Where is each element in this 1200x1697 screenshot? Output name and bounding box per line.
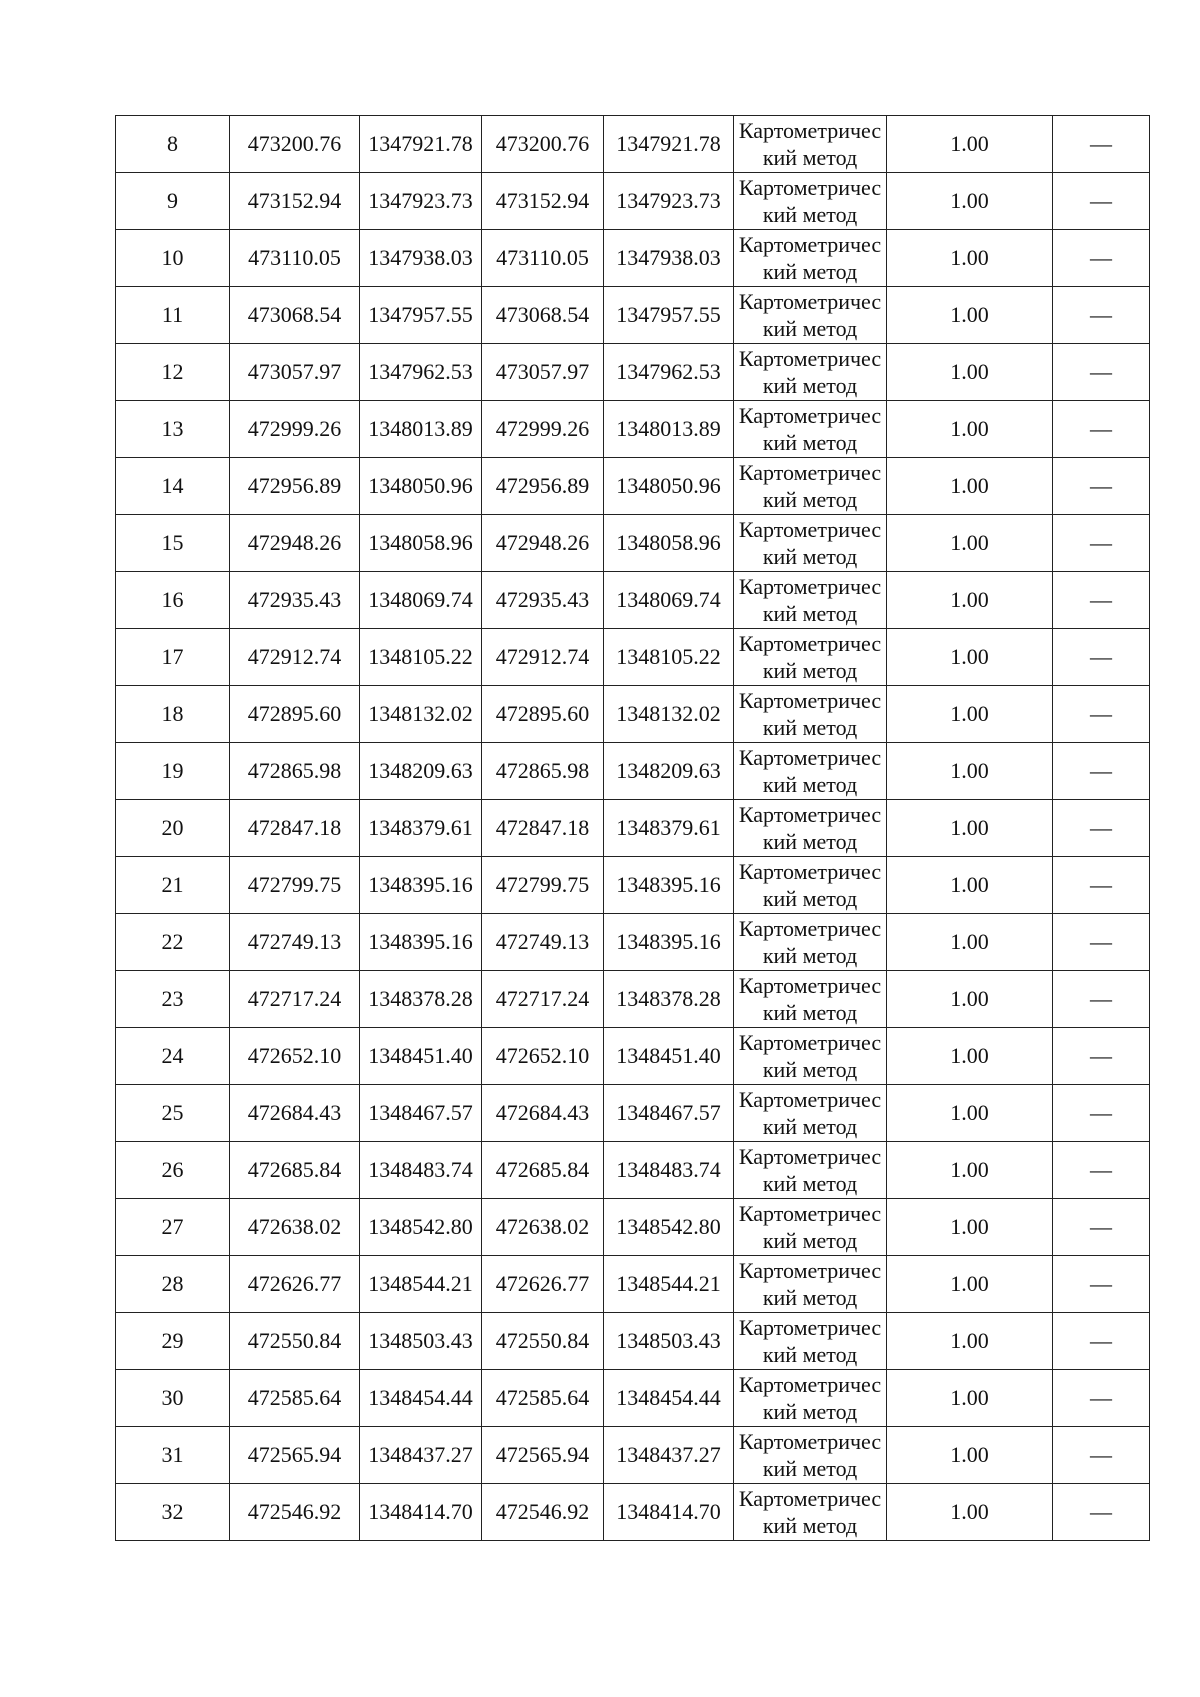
accuracy-cell: 1.00 xyxy=(887,971,1053,1028)
note-cell: — xyxy=(1053,1427,1150,1484)
y-new-cell: 1348467.57 xyxy=(604,1085,734,1142)
x-existing-cell: 472948.26 xyxy=(230,515,360,572)
accuracy-cell: 1.00 xyxy=(887,1256,1053,1313)
accuracy-cell: 1.00 xyxy=(887,1142,1053,1199)
table-row xyxy=(116,743,1150,800)
y-existing-cell: 1348437.27 xyxy=(360,1427,482,1484)
x-new-cell: 472956.89 xyxy=(482,458,604,515)
y-existing-cell: 1348467.57 xyxy=(360,1085,482,1142)
table-row xyxy=(116,173,1150,230)
y-new-cell: 1348544.21 xyxy=(604,1256,734,1313)
point-number-cell: 32 xyxy=(116,1484,230,1541)
x-existing-cell: 472717.24 xyxy=(230,971,360,1028)
note-cell: — xyxy=(1053,230,1150,287)
note-cell: — xyxy=(1053,515,1150,572)
y-existing-cell: 1348542.80 xyxy=(360,1199,482,1256)
y-new-cell: 1348454.44 xyxy=(604,1370,734,1427)
y-existing-cell: 1347938.03 xyxy=(360,230,482,287)
table-row xyxy=(116,1370,1150,1427)
point-number-cell: 12 xyxy=(116,344,230,401)
x-existing-cell: 472895.60 xyxy=(230,686,360,743)
x-existing-cell: 472935.43 xyxy=(230,572,360,629)
x-new-cell: 472652.10 xyxy=(482,1028,604,1085)
note-cell: — xyxy=(1053,800,1150,857)
note-cell: — xyxy=(1053,1199,1150,1256)
accuracy-cell: 1.00 xyxy=(887,1370,1053,1427)
accuracy-cell: 1.00 xyxy=(887,572,1053,629)
accuracy-cell: 1.00 xyxy=(887,230,1053,287)
accuracy-cell: 1.00 xyxy=(887,914,1053,971)
x-new-cell: 472895.60 xyxy=(482,686,604,743)
method-cell: Картометрический метод xyxy=(734,1142,887,1199)
note-cell: — xyxy=(1053,857,1150,914)
x-existing-cell: 473057.97 xyxy=(230,344,360,401)
y-new-cell: 1348503.43 xyxy=(604,1313,734,1370)
note-cell: — xyxy=(1053,1028,1150,1085)
y-new-cell: 1348209.63 xyxy=(604,743,734,800)
note-cell: — xyxy=(1053,743,1150,800)
method-cell: Картометрический метод xyxy=(734,686,887,743)
method-cell: Картометрический метод xyxy=(734,1199,887,1256)
x-existing-cell: 472999.26 xyxy=(230,401,360,458)
y-existing-cell: 1348451.40 xyxy=(360,1028,482,1085)
y-new-cell: 1348069.74 xyxy=(604,572,734,629)
x-new-cell: 472550.84 xyxy=(482,1313,604,1370)
point-number-cell: 28 xyxy=(116,1256,230,1313)
x-existing-cell: 472626.77 xyxy=(230,1256,360,1313)
x-existing-cell: 472565.94 xyxy=(230,1427,360,1484)
method-cell: Картометрический метод xyxy=(734,572,887,629)
note-cell: — xyxy=(1053,971,1150,1028)
point-number-cell: 9 xyxy=(116,173,230,230)
y-new-cell: 1348395.16 xyxy=(604,857,734,914)
point-number-cell: 11 xyxy=(116,287,230,344)
method-cell: Картометрический метод xyxy=(734,857,887,914)
note-cell: — xyxy=(1053,173,1150,230)
table-row xyxy=(116,1085,1150,1142)
x-new-cell: 472865.98 xyxy=(482,743,604,800)
x-new-cell: 472638.02 xyxy=(482,1199,604,1256)
x-new-cell: 472847.18 xyxy=(482,800,604,857)
method-cell: Картометрический метод xyxy=(734,458,887,515)
table-row xyxy=(116,515,1150,572)
y-existing-cell: 1348544.21 xyxy=(360,1256,482,1313)
y-existing-cell: 1348395.16 xyxy=(360,914,482,971)
method-cell: Картометрический метод xyxy=(734,344,887,401)
x-new-cell: 473152.94 xyxy=(482,173,604,230)
point-number-cell: 23 xyxy=(116,971,230,1028)
accuracy-cell: 1.00 xyxy=(887,1427,1053,1484)
point-number-cell: 24 xyxy=(116,1028,230,1085)
x-existing-cell: 472749.13 xyxy=(230,914,360,971)
y-existing-cell: 1348454.44 xyxy=(360,1370,482,1427)
table-row xyxy=(116,914,1150,971)
y-new-cell: 1348483.74 xyxy=(604,1142,734,1199)
accuracy-cell: 1.00 xyxy=(887,344,1053,401)
accuracy-cell: 1.00 xyxy=(887,800,1053,857)
accuracy-cell: 1.00 xyxy=(887,458,1053,515)
accuracy-cell: 1.00 xyxy=(887,1199,1053,1256)
x-existing-cell: 472585.64 xyxy=(230,1370,360,1427)
x-existing-cell: 472956.89 xyxy=(230,458,360,515)
note-cell: — xyxy=(1053,287,1150,344)
x-existing-cell: 472638.02 xyxy=(230,1199,360,1256)
table-row xyxy=(116,686,1150,743)
x-new-cell: 472565.94 xyxy=(482,1427,604,1484)
table-body xyxy=(116,116,1150,1541)
point-number-cell: 17 xyxy=(116,629,230,686)
table-row xyxy=(116,971,1150,1028)
note-cell: — xyxy=(1053,116,1150,173)
x-new-cell: 472684.43 xyxy=(482,1085,604,1142)
note-cell: — xyxy=(1053,572,1150,629)
y-new-cell: 1348437.27 xyxy=(604,1427,734,1484)
y-new-cell: 1348379.61 xyxy=(604,800,734,857)
x-existing-cell: 472685.84 xyxy=(230,1142,360,1199)
note-cell: — xyxy=(1053,629,1150,686)
point-number-cell: 31 xyxy=(116,1427,230,1484)
y-new-cell: 1348414.70 xyxy=(604,1484,734,1541)
table-row xyxy=(116,401,1150,458)
note-cell: — xyxy=(1053,1256,1150,1313)
method-cell: Картометрический метод xyxy=(734,743,887,800)
note-cell: — xyxy=(1053,1370,1150,1427)
y-new-cell: 1348451.40 xyxy=(604,1028,734,1085)
accuracy-cell: 1.00 xyxy=(887,1085,1053,1142)
x-existing-cell: 472652.10 xyxy=(230,1028,360,1085)
x-new-cell: 472546.92 xyxy=(482,1484,604,1541)
point-number-cell: 21 xyxy=(116,857,230,914)
accuracy-cell: 1.00 xyxy=(887,743,1053,800)
accuracy-cell: 1.00 xyxy=(887,629,1053,686)
method-cell: Картометрический метод xyxy=(734,1085,887,1142)
y-existing-cell: 1348105.22 xyxy=(360,629,482,686)
table-row xyxy=(116,629,1150,686)
note-cell: — xyxy=(1053,1142,1150,1199)
x-existing-cell: 473110.05 xyxy=(230,230,360,287)
x-existing-cell: 473152.94 xyxy=(230,173,360,230)
x-new-cell: 472948.26 xyxy=(482,515,604,572)
method-cell: Картометрический метод xyxy=(734,1484,887,1541)
x-existing-cell: 472546.92 xyxy=(230,1484,360,1541)
x-new-cell: 472626.77 xyxy=(482,1256,604,1313)
method-cell: Картометрический метод xyxy=(734,401,887,458)
x-new-cell: 473057.97 xyxy=(482,344,604,401)
y-existing-cell: 1347923.73 xyxy=(360,173,482,230)
method-cell: Картометрический метод xyxy=(734,1028,887,1085)
point-number-cell: 20 xyxy=(116,800,230,857)
table-row xyxy=(116,1028,1150,1085)
x-existing-cell: 472912.74 xyxy=(230,629,360,686)
y-existing-cell: 1348483.74 xyxy=(360,1142,482,1199)
y-existing-cell: 1348058.96 xyxy=(360,515,482,572)
table-row xyxy=(116,800,1150,857)
table-row xyxy=(116,1256,1150,1313)
table-row xyxy=(116,1427,1150,1484)
x-new-cell: 472912.74 xyxy=(482,629,604,686)
x-existing-cell: 472799.75 xyxy=(230,857,360,914)
method-cell: Картометрический метод xyxy=(734,800,887,857)
x-existing-cell: 473068.54 xyxy=(230,287,360,344)
note-cell: — xyxy=(1053,458,1150,515)
table-row xyxy=(116,1484,1150,1541)
method-cell: Картометрический метод xyxy=(734,971,887,1028)
note-cell: — xyxy=(1053,401,1150,458)
y-existing-cell: 1347921.78 xyxy=(360,116,482,173)
table-row xyxy=(116,344,1150,401)
accuracy-cell: 1.00 xyxy=(887,116,1053,173)
accuracy-cell: 1.00 xyxy=(887,1313,1053,1370)
method-cell: Картометрический метод xyxy=(734,1370,887,1427)
table-row xyxy=(116,230,1150,287)
table-row xyxy=(116,1142,1150,1199)
x-new-cell: 472717.24 xyxy=(482,971,604,1028)
x-new-cell: 472685.84 xyxy=(482,1142,604,1199)
y-new-cell: 1348132.02 xyxy=(604,686,734,743)
accuracy-cell: 1.00 xyxy=(887,1028,1053,1085)
point-number-cell: 22 xyxy=(116,914,230,971)
x-existing-cell: 472684.43 xyxy=(230,1085,360,1142)
point-number-cell: 13 xyxy=(116,401,230,458)
x-new-cell: 473068.54 xyxy=(482,287,604,344)
y-existing-cell: 1348378.28 xyxy=(360,971,482,1028)
method-cell: Картометрический метод xyxy=(734,914,887,971)
point-number-cell: 19 xyxy=(116,743,230,800)
y-new-cell: 1348378.28 xyxy=(604,971,734,1028)
y-new-cell: 1347921.78 xyxy=(604,116,734,173)
y-new-cell: 1348542.80 xyxy=(604,1199,734,1256)
table-row xyxy=(116,1199,1150,1256)
coordinates-table xyxy=(115,115,1150,1541)
y-new-cell: 1347923.73 xyxy=(604,173,734,230)
method-cell: Картометрический метод xyxy=(734,173,887,230)
point-number-cell: 30 xyxy=(116,1370,230,1427)
table-row xyxy=(116,857,1150,914)
x-new-cell: 473200.76 xyxy=(482,116,604,173)
method-cell: Картометрический метод xyxy=(734,515,887,572)
point-number-cell: 27 xyxy=(116,1199,230,1256)
y-existing-cell: 1348395.16 xyxy=(360,857,482,914)
point-number-cell: 18 xyxy=(116,686,230,743)
accuracy-cell: 1.00 xyxy=(887,1484,1053,1541)
point-number-cell: 14 xyxy=(116,458,230,515)
x-existing-cell: 473200.76 xyxy=(230,116,360,173)
method-cell: Картометрический метод xyxy=(734,230,887,287)
point-number-cell: 29 xyxy=(116,1313,230,1370)
note-cell: — xyxy=(1053,1313,1150,1370)
accuracy-cell: 1.00 xyxy=(887,857,1053,914)
accuracy-cell: 1.00 xyxy=(887,173,1053,230)
y-existing-cell: 1347957.55 xyxy=(360,287,482,344)
point-number-cell: 26 xyxy=(116,1142,230,1199)
method-cell: Картометрический метод xyxy=(734,116,887,173)
accuracy-cell: 1.00 xyxy=(887,515,1053,572)
y-new-cell: 1347962.53 xyxy=(604,344,734,401)
y-existing-cell: 1348050.96 xyxy=(360,458,482,515)
x-existing-cell: 472847.18 xyxy=(230,800,360,857)
y-existing-cell: 1348132.02 xyxy=(360,686,482,743)
y-existing-cell: 1348379.61 xyxy=(360,800,482,857)
point-number-cell: 16 xyxy=(116,572,230,629)
note-cell: — xyxy=(1053,344,1150,401)
point-number-cell: 15 xyxy=(116,515,230,572)
x-new-cell: 472749.13 xyxy=(482,914,604,971)
y-new-cell: 1347938.03 xyxy=(604,230,734,287)
accuracy-cell: 1.00 xyxy=(887,287,1053,344)
note-cell: — xyxy=(1053,1085,1150,1142)
y-new-cell: 1348395.16 xyxy=(604,914,734,971)
point-number-cell: 10 xyxy=(116,230,230,287)
x-new-cell: 472999.26 xyxy=(482,401,604,458)
x-new-cell: 472935.43 xyxy=(482,572,604,629)
x-new-cell: 472799.75 xyxy=(482,857,604,914)
method-cell: Картометрический метод xyxy=(734,1313,887,1370)
method-cell: Картометрический метод xyxy=(734,287,887,344)
y-existing-cell: 1348209.63 xyxy=(360,743,482,800)
table-row xyxy=(116,116,1150,173)
table-row xyxy=(116,458,1150,515)
y-new-cell: 1348050.96 xyxy=(604,458,734,515)
table-row xyxy=(116,572,1150,629)
y-new-cell: 1348105.22 xyxy=(604,629,734,686)
y-new-cell: 1347957.55 xyxy=(604,287,734,344)
x-existing-cell: 472865.98 xyxy=(230,743,360,800)
x-existing-cell: 472550.84 xyxy=(230,1313,360,1370)
point-number-cell: 25 xyxy=(116,1085,230,1142)
y-existing-cell: 1348069.74 xyxy=(360,572,482,629)
x-new-cell: 472585.64 xyxy=(482,1370,604,1427)
accuracy-cell: 1.00 xyxy=(887,401,1053,458)
y-existing-cell: 1348414.70 xyxy=(360,1484,482,1541)
table-row xyxy=(116,287,1150,344)
note-cell: — xyxy=(1053,686,1150,743)
y-existing-cell: 1348503.43 xyxy=(360,1313,482,1370)
note-cell: — xyxy=(1053,1484,1150,1541)
y-new-cell: 1348058.96 xyxy=(604,515,734,572)
method-cell: Картометрический метод xyxy=(734,1427,887,1484)
y-existing-cell: 1348013.89 xyxy=(360,401,482,458)
method-cell: Картометрический метод xyxy=(734,629,887,686)
table-row xyxy=(116,1313,1150,1370)
note-cell: — xyxy=(1053,914,1150,971)
y-new-cell: 1348013.89 xyxy=(604,401,734,458)
y-existing-cell: 1347962.53 xyxy=(360,344,482,401)
x-new-cell: 473110.05 xyxy=(482,230,604,287)
point-number-cell: 8 xyxy=(116,116,230,173)
method-cell: Картометрический метод xyxy=(734,1256,887,1313)
accuracy-cell: 1.00 xyxy=(887,686,1053,743)
